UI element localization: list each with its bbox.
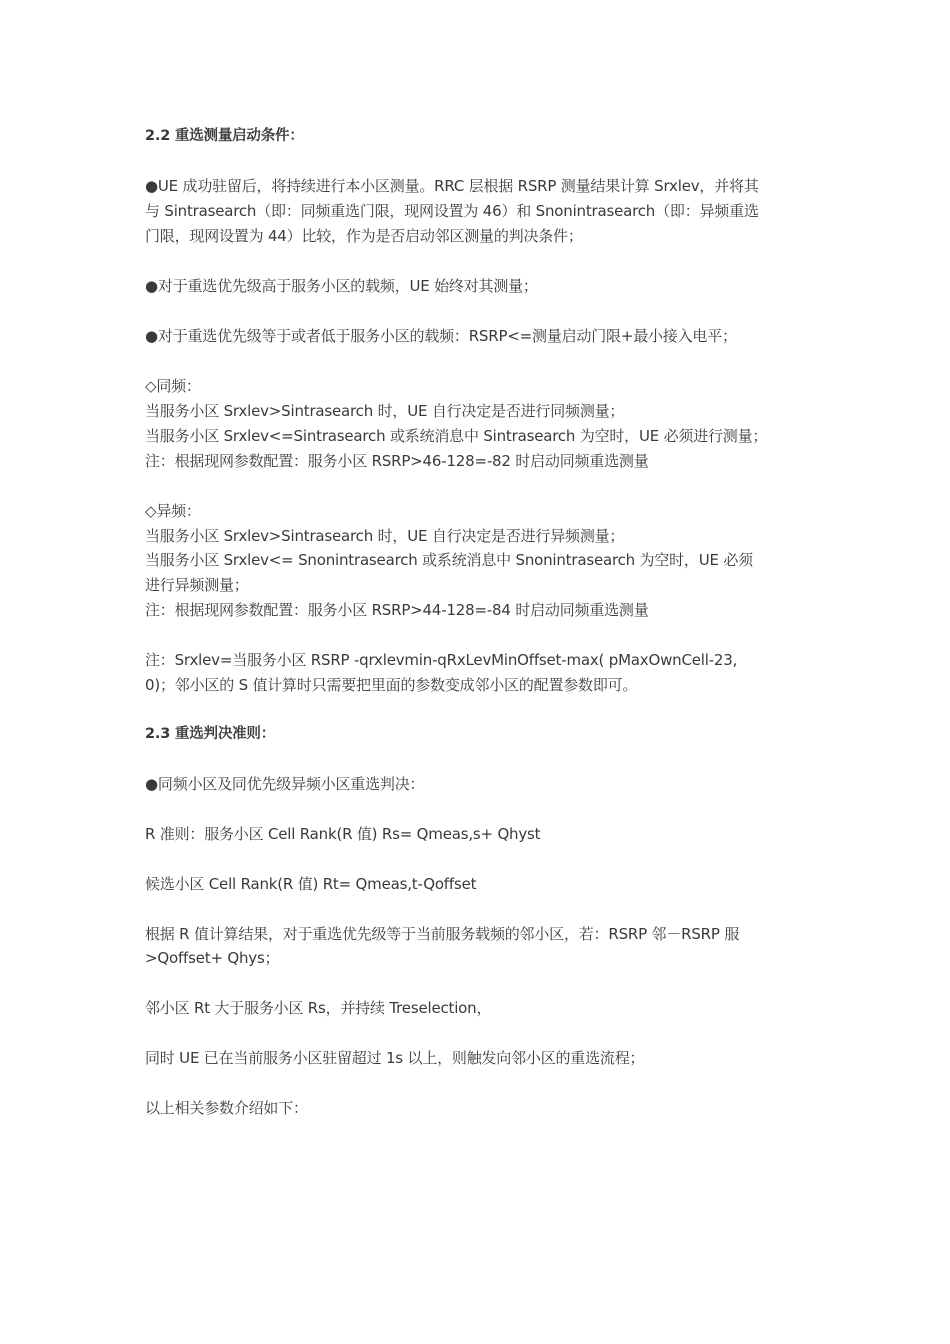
para-line: 与 Sintrasearch（即：同频重选门限，现网设置为 46）和 Snonintrasearch（即：异频重选 — [145, 202, 759, 220]
r-rule-serving: R 准则：服务小区 Cell Rank(R 值) Rs= Qmeas,s+ Qhyst — [145, 825, 541, 843]
bullet-higher-priority: ●对于重选优先级高于服务小区的载频，UE 始终对其测量； — [145, 277, 538, 295]
srxlev-note-line: 0)；邻小区的 S 值计算时只需要把里面的参数变成邻小区的配置参数即可。 — [145, 676, 638, 694]
result-line: 根据 R 值计算结果，对于重选优先级等于当前服务载频的邻小区，若：RSRP 邻－RSRP 服 — [145, 925, 740, 943]
section-2-3-heading: 2.3 重选判决准则： — [145, 726, 276, 742]
para-line: 门限，现网设置为 44）比较，作为是否启动邻区测量的判决条件； — [145, 227, 583, 245]
inter-frequency-line: 进行异频测量； — [145, 576, 249, 594]
result-line: >Qoffset+ Qhys； — [145, 949, 280, 967]
inter-frequency-line: 当服务小区 Srxlev<= Snonintrasearch 或系统消息中 Snonintrasearch 为空时，UE 必须 — [145, 551, 753, 569]
section-2-2-heading: 2.2 重选测量启动条件： — [145, 128, 304, 144]
intra-frequency-title: ◇同频： — [145, 377, 201, 395]
intra-frequency-line: 当服务小区 Srxlev<=Sintrasearch 或系统消息中 Sintrasearch 为空时，UE 必须进行测量； — [145, 427, 768, 445]
neighbor-rt-rule: 邻小区 Rt 大于服务小区 Rs，并持续 Treselection， — [145, 999, 492, 1017]
intra-frequency-line: 当服务小区 Srxlev>Sintrasearch 时，UE 自行决定是否进行同频测量； — [145, 402, 625, 420]
inter-frequency-note: 注：根据现网参数配置：服务小区 RSRP>44-128=-84 时启动同频重选测量 — [145, 601, 649, 619]
srxlev-note-line: 注：Srxlev=当服务小区 RSRP -qrxlevmin-qRxLevMinOffset-max( pMaxOwnCell-23, — [145, 651, 738, 669]
r-rule-candidate: 候选小区 Cell Rank(R 值) Rt= Qmeas,t-Qoffset — [145, 875, 477, 893]
reselection-intro: ●同频小区及同优先级异频小区重选判决： — [145, 775, 425, 793]
inter-frequency-line: 当服务小区 Srxlev>Sintrasearch 时，UE 自行决定是否进行异频测量； — [145, 527, 625, 545]
camp-duration-rule: 同时 UE 已在当前服务小区驻留超过 1s 以上，则触发向邻小区的重选流程； — [145, 1049, 645, 1067]
intra-frequency-note: 注：根据现网参数配置：服务小区 RSRP>46-128=-82 时启动同频重选测量 — [145, 452, 649, 470]
para-line: ●UE 成功驻留后，将持续进行本小区测量。RRC 层根据 RSRP 测量结果计算 Srxlev，并将其 — [145, 177, 759, 195]
bullet-equal-lower-priority: ●对于重选优先级等于或者低于服务小区的载频：RSRP<=测量启动门限+最小接入电平； — [145, 327, 737, 345]
params-intro: 以上相关参数介绍如下： — [145, 1099, 308, 1117]
inter-frequency-title: ◇异频： — [145, 502, 201, 520]
